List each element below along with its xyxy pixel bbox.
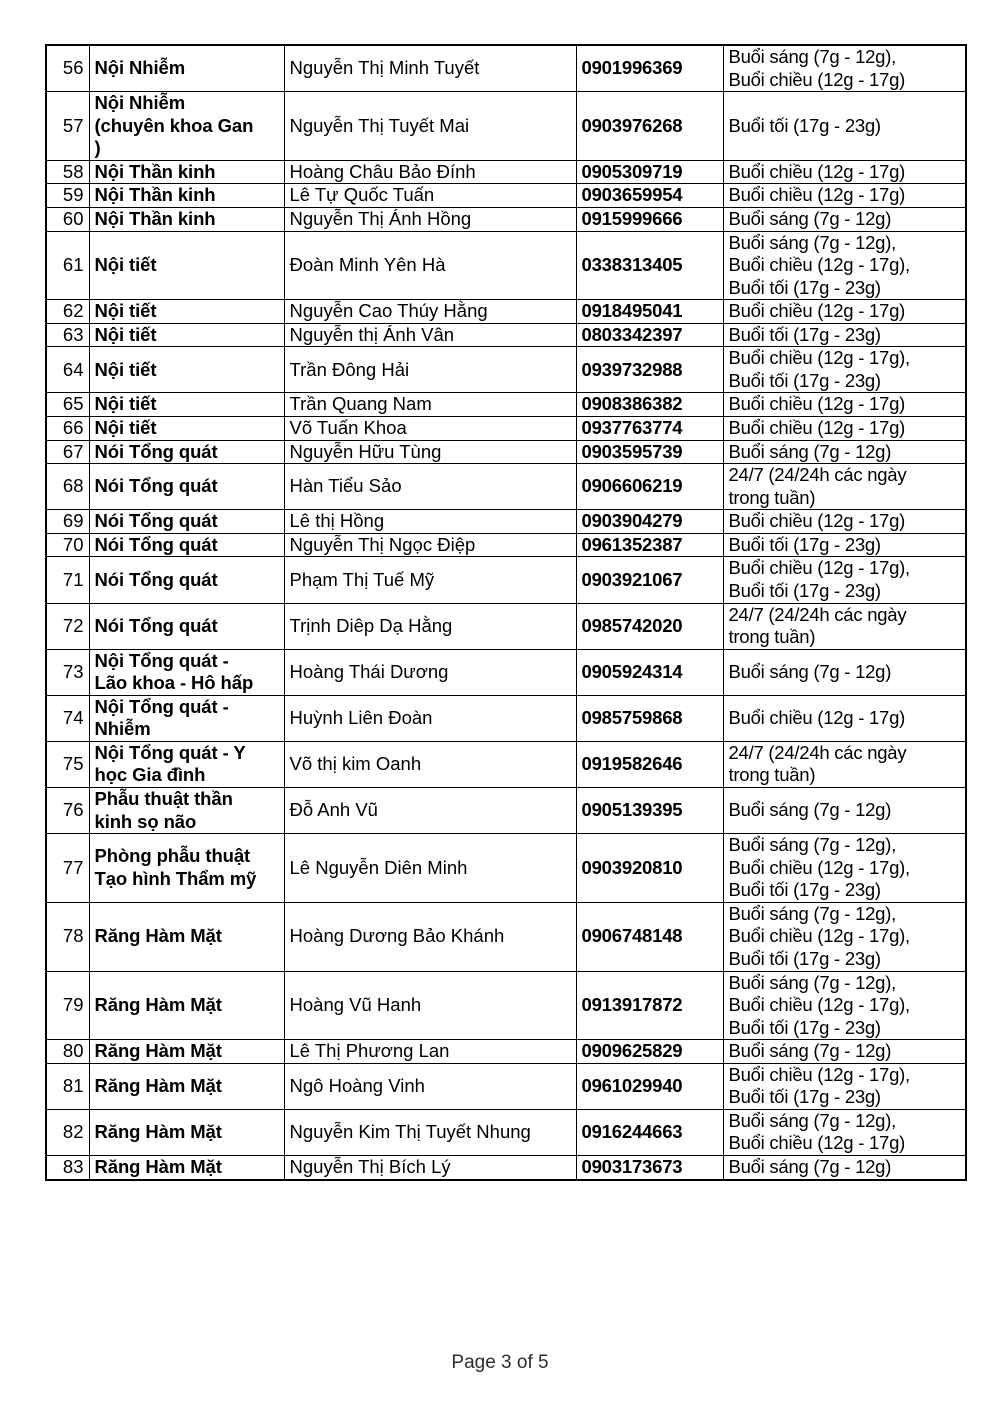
table-row <box>46 695 966 741</box>
schedule-cell-line: Buổi sáng (7g - 12g), <box>728 902 897 924</box>
schedule-cell <box>723 603 966 649</box>
table-row <box>46 347 966 393</box>
row-number: 56 <box>46 45 89 92</box>
specialty-cell <box>89 603 284 649</box>
table-row <box>46 207 966 231</box>
specialty-cell <box>89 1063 284 1109</box>
specialty-cell-line: Nội Tổng quát - Y <box>94 741 246 763</box>
schedule-cell-line: Buổi tối (17g - 23g) <box>728 323 881 345</box>
schedule-cell-line: 24/7 (24/24h các ngày <box>728 603 907 625</box>
page-footer: Page 3 of 5 <box>451 1352 549 1373</box>
schedule-cell <box>723 231 966 300</box>
doctor-name-cell: Trần Đông Hải <box>284 347 576 393</box>
schedule-cell-line: Buổi chiều (12g - 17g) <box>728 707 906 729</box>
schedule-cell-line: Buổi sáng (7g - 12g) <box>728 660 892 682</box>
schedule-cell-line: Buổi tối (17g - 23g) <box>728 1016 881 1038</box>
phone-number-cell: 0903173673 <box>576 1156 723 1180</box>
doctor-name-cell: Hàn Tiểu Sảo <box>284 464 576 510</box>
schedule-cell-line: 24/7 (24/24h các ngày <box>728 741 907 763</box>
row-number: 79 <box>46 971 89 1040</box>
doctor-name-cell: Hoàng Châu Bảo Đính <box>284 160 576 184</box>
phone-number-cell: 0916244663 <box>576 1109 723 1155</box>
schedule-cell <box>723 1040 966 1064</box>
phone-number-cell: 0913917872 <box>576 971 723 1040</box>
row-number: 65 <box>46 393 89 417</box>
specialty-cell-line: Nói Tổng quát <box>94 440 218 462</box>
doctor-name-cell: Hoàng Dương Bảo Khánh <box>284 902 576 971</box>
phone-number-cell: 0961352387 <box>576 533 723 557</box>
specialty-cell <box>89 92 284 161</box>
specialty-cell-line: ) <box>94 137 101 159</box>
doctor-name-cell: Nguyễn thị Ánh Vân <box>284 323 576 347</box>
phone-number-cell: 0919582646 <box>576 741 723 787</box>
specialty-cell-line: Nội Tổng quát - <box>94 649 229 671</box>
specialty-cell-line: kinh sọ não <box>94 810 197 832</box>
specialty-cell-line: Răng Hàm Mặt <box>94 994 222 1016</box>
schedule-cell-line: trong tuần) <box>728 764 816 786</box>
table-row <box>46 184 966 208</box>
schedule-cell-line: Buổi sáng (7g - 12g), <box>728 231 897 253</box>
row-number: 76 <box>46 788 89 834</box>
schedule-cell <box>723 300 966 324</box>
schedule-cell-line: Buổi sáng (7g - 12g) <box>728 440 892 462</box>
specialty-cell <box>89 207 284 231</box>
phone-number-cell: 0903920810 <box>576 834 723 903</box>
doctor-name-cell: Trịnh Diêp Dạ Hằng <box>284 603 576 649</box>
schedule-cell-line: Buổi sáng (7g - 12g) <box>728 1040 892 1062</box>
schedule-cell <box>723 649 966 695</box>
table-row <box>46 393 966 417</box>
schedule-cell <box>723 440 966 464</box>
doctor-name-cell: Lê Tự Quốc Tuấn <box>284 184 576 208</box>
schedule-cell-line: Buổi chiều (12g - 17g), <box>728 856 910 878</box>
phone-number-cell: 0903904279 <box>576 510 723 534</box>
schedule-cell <box>723 902 966 971</box>
schedule-cell-line: Buổi chiều (12g - 17g), <box>728 1063 910 1085</box>
schedule-cell <box>723 393 966 417</box>
specialty-cell <box>89 1156 284 1180</box>
schedule-cell-line: Buổi tối (17g - 23g) <box>728 579 881 601</box>
doctor-name-cell: Nguyễn Thị Tuyết Mai <box>284 92 576 161</box>
doctor-name-cell: Võ thị kim Oanh <box>284 741 576 787</box>
doctor-name-cell: Đỗ Anh Vũ <box>284 788 576 834</box>
table-row <box>46 160 966 184</box>
roster-table-body <box>46 45 966 1180</box>
specialty-cell-line: (chuyên khoa Gan <box>94 114 254 136</box>
table-row <box>46 1063 966 1109</box>
schedule-cell <box>723 1156 966 1180</box>
schedule-cell <box>723 834 966 903</box>
specialty-cell <box>89 902 284 971</box>
specialty-cell <box>89 533 284 557</box>
specialty-cell <box>89 440 284 464</box>
specialty-cell <box>89 323 284 347</box>
schedule-cell-line: Buổi tối (17g - 23g) <box>728 369 881 391</box>
row-number: 74 <box>46 695 89 741</box>
specialty-cell-line: Răng Hàm Mặt <box>94 1040 222 1062</box>
table-row <box>46 464 966 510</box>
doctor-name-cell: Nguyễn Thị Bích Lý <box>284 1156 576 1180</box>
schedule-cell-line: Buổi chiều (12g - 17g), <box>728 994 910 1016</box>
doctor-name-cell: Lê thị Hồng <box>284 510 576 534</box>
phone-number-cell: 0905139395 <box>576 788 723 834</box>
schedule-cell-line: Buổi chiều (12g - 17g), <box>728 347 910 369</box>
doctor-name-cell: Lê Nguyễn Diên Minh <box>284 834 576 903</box>
specialty-cell-line: Lão khoa - Hô hấp <box>94 672 254 694</box>
doctor-name-cell: Nguyễn Thị Ngọc Điệp <box>284 533 576 557</box>
specialty-cell <box>89 971 284 1040</box>
specialty-cell <box>89 417 284 441</box>
schedule-cell <box>723 92 966 161</box>
specialty-cell-line: Nội tiết <box>94 300 157 322</box>
schedule-cell <box>723 695 966 741</box>
row-number: 70 <box>46 533 89 557</box>
table-row <box>46 45 966 92</box>
doctor-roster-table <box>45 44 967 1181</box>
row-number: 83 <box>46 1156 89 1180</box>
specialty-cell <box>89 347 284 393</box>
row-number: 63 <box>46 323 89 347</box>
table-row <box>46 902 966 971</box>
schedule-cell-line: Buổi chiều (12g - 17g) <box>728 510 906 532</box>
specialty-cell <box>89 231 284 300</box>
schedule-cell <box>723 1063 966 1109</box>
schedule-cell-line: Buổi chiều (12g - 17g) <box>728 160 906 182</box>
schedule-cell <box>723 788 966 834</box>
table-row <box>46 231 966 300</box>
schedule-cell-line: Buổi sáng (7g - 12g), <box>728 834 897 856</box>
table-row <box>46 788 966 834</box>
phone-number-cell: 0903976268 <box>576 92 723 161</box>
schedule-cell-line: Buổi chiều (12g - 17g), <box>728 254 910 276</box>
row-number: 71 <box>46 557 89 603</box>
doctor-name-cell: Võ Tuấn Khoa <box>284 417 576 441</box>
specialty-cell-line: Răng Hàm Mặt <box>94 1121 222 1143</box>
row-number: 68 <box>46 464 89 510</box>
schedule-cell <box>723 45 966 92</box>
row-number: 61 <box>46 231 89 300</box>
schedule-cell <box>723 533 966 557</box>
specialty-cell-line: Nội tiết <box>94 417 157 438</box>
table-row <box>46 533 966 557</box>
schedule-cell-line: Buổi sáng (7g - 12g) <box>728 207 892 229</box>
schedule-cell <box>723 741 966 787</box>
schedule-cell-line: Buổi chiều (12g - 17g), <box>728 925 910 947</box>
schedule-cell-line: Buổi sáng (7g - 12g) <box>728 1156 892 1177</box>
row-number: 78 <box>46 902 89 971</box>
table-row <box>46 557 966 603</box>
specialty-cell <box>89 695 284 741</box>
schedule-cell-line: Buổi tối (17g - 23g) <box>728 276 881 298</box>
row-number: 80 <box>46 1040 89 1064</box>
specialty-cell-line: Phòng phẫu thuật <box>94 845 251 867</box>
specialty-cell-line: Tạo hình Thẩm mỹ <box>94 867 257 889</box>
specialty-cell-line: Răng Hàm Mặt <box>94 1075 222 1097</box>
doctor-name-cell: Trần Quang Nam <box>284 393 576 417</box>
table-row <box>46 741 966 787</box>
schedule-cell-line: Buổi tối (17g - 23g) <box>728 114 881 136</box>
row-number: 73 <box>46 649 89 695</box>
table-row <box>46 440 966 464</box>
specialty-cell <box>89 45 284 92</box>
doctor-name-cell: Phạm Thị Tuế Mỹ <box>284 557 576 603</box>
table-row <box>46 417 966 441</box>
phone-number-cell: 0985759868 <box>576 695 723 741</box>
phone-number-cell: 0903659954 <box>576 184 723 208</box>
specialty-cell-line: Răng Hàm Mặt <box>94 925 222 947</box>
row-number: 62 <box>46 300 89 324</box>
table-row <box>46 92 966 161</box>
phone-number-cell: 0803342397 <box>576 323 723 347</box>
table-row <box>46 1040 966 1064</box>
schedule-cell <box>723 1109 966 1155</box>
schedule-cell <box>723 184 966 208</box>
doctor-name-cell: Nguyễn Thị Ánh Hồng <box>284 207 576 231</box>
row-number: 60 <box>46 207 89 231</box>
specialty-cell <box>89 393 284 417</box>
doctor-name-cell: Ngô Hoàng Vinh <box>284 1063 576 1109</box>
specialty-cell-line: Nội Nhiễm <box>94 57 186 79</box>
specialty-cell <box>89 741 284 787</box>
specialty-cell-line: Nội tiết <box>94 254 157 276</box>
specialty-cell <box>89 834 284 903</box>
row-number: 66 <box>46 417 89 441</box>
phone-number-cell: 0908386382 <box>576 393 723 417</box>
schedule-cell-line: Buổi chiều (12g - 17g) <box>728 417 906 438</box>
row-number: 75 <box>46 741 89 787</box>
doctor-name-cell: Hoàng Thái Dương <box>284 649 576 695</box>
phone-number-cell: 0918495041 <box>576 300 723 324</box>
phone-number-cell: 0903595739 <box>576 440 723 464</box>
schedule-cell <box>723 347 966 393</box>
schedule-cell <box>723 557 966 603</box>
specialty-cell-line: Nội tiết <box>94 393 157 415</box>
specialty-cell <box>89 510 284 534</box>
specialty-cell-line: Nội Thần kinh <box>94 207 216 229</box>
phone-number-cell: 0905309719 <box>576 160 723 184</box>
phone-number-cell: 0985742020 <box>576 603 723 649</box>
specialty-cell-line: Nhiễm <box>94 718 151 740</box>
schedule-cell-line: Buổi chiều (12g - 17g) <box>728 300 906 322</box>
table-row <box>46 649 966 695</box>
row-number: 77 <box>46 834 89 903</box>
phone-number-cell: 0909625829 <box>576 1040 723 1064</box>
schedule-cell-line: trong tuần) <box>728 626 816 648</box>
schedule-cell-line: Buổi chiều (12g - 17g) <box>728 1132 906 1154</box>
specialty-cell <box>89 557 284 603</box>
row-number: 69 <box>46 510 89 534</box>
doctor-name-cell: Hoàng Vũ Hanh <box>284 971 576 1040</box>
specialty-cell <box>89 300 284 324</box>
schedule-cell-line: 24/7 (24/24h các ngày <box>728 464 907 486</box>
phone-number-cell: 0905924314 <box>576 649 723 695</box>
specialty-cell-line: Nói Tổng quát <box>94 614 218 636</box>
table-row <box>46 510 966 534</box>
specialty-cell <box>89 788 284 834</box>
specialty-cell-line: Nội Tổng quát - <box>94 695 229 717</box>
specialty-cell-line: Nội Thần kinh <box>94 160 216 182</box>
specialty-cell-line: Nói Tổng quát <box>94 475 218 497</box>
specialty-cell-line: Phẫu thuật thần <box>94 788 233 809</box>
row-number: 58 <box>46 160 89 184</box>
doctor-name-cell: Nguyễn Cao Thúy Hằng <box>284 300 576 324</box>
schedule-cell-line: Buổi sáng (7g - 12g), <box>728 1109 897 1131</box>
phone-number-cell: 0906748148 <box>576 902 723 971</box>
row-number: 57 <box>46 92 89 161</box>
phone-number-cell: 0906606219 <box>576 464 723 510</box>
table-row <box>46 300 966 324</box>
specialty-cell-line: Nội tiết <box>94 323 157 345</box>
row-number: 82 <box>46 1109 89 1155</box>
schedule-cell <box>723 510 966 534</box>
specialty-cell <box>89 649 284 695</box>
schedule-cell-line: Buổi sáng (7g - 12g), <box>728 46 897 67</box>
table-row <box>46 1109 966 1155</box>
schedule-cell-line: Buổi tối (17g - 23g) <box>728 879 881 901</box>
table-row <box>46 603 966 649</box>
specialty-cell-line: Nói Tổng quát <box>94 510 218 532</box>
specialty-cell-line: Nội Thần kinh <box>94 184 216 206</box>
doctor-name-cell: Nguyễn Kim Thị Tuyết Nhung <box>284 1109 576 1155</box>
row-number: 81 <box>46 1063 89 1109</box>
phone-number-cell: 0901996369 <box>576 45 723 92</box>
phone-number-cell: 0937763774 <box>576 417 723 441</box>
specialty-cell-line: Răng Hàm Mặt <box>94 1156 222 1177</box>
specialty-cell-line: Nói Tổng quát <box>94 533 218 555</box>
schedule-cell-line: trong tuần) <box>728 486 816 508</box>
row-number: 59 <box>46 184 89 208</box>
schedule-cell-line: Buổi tối (17g - 23g) <box>728 1086 881 1108</box>
phone-number-cell: 0961029940 <box>576 1063 723 1109</box>
phone-number-cell: 0939732988 <box>576 347 723 393</box>
schedule-cell-line: Buổi sáng (7g - 12g) <box>728 799 892 821</box>
schedule-cell-line: Buổi chiều (12g - 17g), <box>728 557 910 579</box>
table-row <box>46 323 966 347</box>
phone-number-cell: 0915999666 <box>576 207 723 231</box>
doctor-name-cell: Nguyễn Thị Minh Tuyết <box>284 45 576 92</box>
phone-number-cell: 0903921067 <box>576 557 723 603</box>
table-row <box>46 1156 966 1180</box>
schedule-cell-line: Buổi sáng (7g - 12g), <box>728 971 897 993</box>
schedule-cell-line: Buổi chiều (12g - 17g) <box>728 393 906 415</box>
specialty-cell-line: Nói Tổng quát <box>94 568 218 590</box>
specialty-cell <box>89 184 284 208</box>
schedule-cell-line: Buổi tối (17g - 23g) <box>728 947 881 969</box>
doctor-name-cell: Nguyễn Hữu Tùng <box>284 440 576 464</box>
schedule-cell <box>723 464 966 510</box>
row-number: 67 <box>46 440 89 464</box>
schedule-cell <box>723 971 966 1040</box>
doctor-name-cell: Huỳnh Liên Đoàn <box>284 695 576 741</box>
specialty-cell-line: Nội Nhiễm <box>94 92 186 114</box>
schedule-cell-line: Buổi chiều (12g - 17g) <box>728 184 906 206</box>
schedule-cell-line: Buổi tối (17g - 23g) <box>728 533 881 555</box>
specialty-cell <box>89 160 284 184</box>
specialty-cell <box>89 1040 284 1064</box>
schedule-cell <box>723 323 966 347</box>
specialty-cell-line: Nội tiết <box>94 358 157 380</box>
phone-number-cell: 0338313405 <box>576 231 723 300</box>
specialty-cell <box>89 1109 284 1155</box>
schedule-cell-line: Buổi chiều (12g - 17g) <box>728 68 906 90</box>
specialty-cell-line: học Gia đình <box>94 764 206 786</box>
row-number: 72 <box>46 603 89 649</box>
schedule-cell <box>723 417 966 441</box>
doctor-name-cell: Đoàn Minh Yên Hà <box>284 231 576 300</box>
doctor-name-cell: Lê Thị Phương Lan <box>284 1040 576 1064</box>
specialty-cell <box>89 464 284 510</box>
table-row <box>46 971 966 1040</box>
table-row <box>46 834 966 903</box>
schedule-cell <box>723 207 966 231</box>
schedule-cell <box>723 160 966 184</box>
row-number: 64 <box>46 347 89 393</box>
